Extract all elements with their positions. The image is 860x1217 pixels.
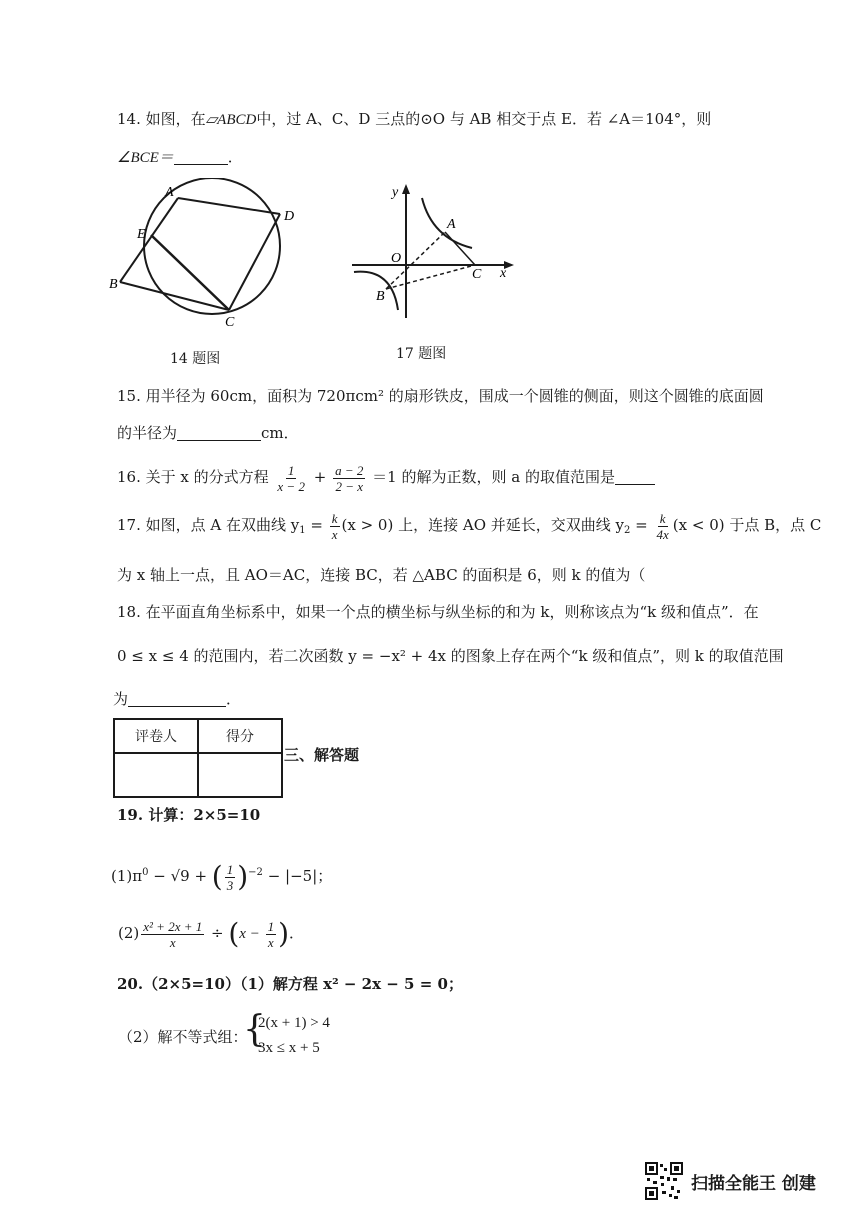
q14-angle-bce: ∠BCE＝	[117, 150, 174, 166]
section-title: 三、解答题	[284, 746, 360, 764]
q18-prefix: 为	[113, 690, 129, 708]
fig17-caption: 17 题图	[396, 346, 447, 362]
q14-answer-blank	[174, 150, 228, 165]
fig17-label-o: O	[391, 251, 402, 266]
q16-prefix: 16. 关于 x 的分式方程	[117, 468, 269, 486]
q17-suffix: (x < 0) 于点 B，点 C	[672, 516, 822, 534]
qr-code-icon	[645, 1162, 683, 1200]
q19-p1-rparen: )	[237, 860, 249, 893]
q16-f1-numerator: 1	[287, 462, 295, 478]
grader-col-reviewer: 评卷人	[114, 719, 198, 753]
q16-fraction-2	[333, 463, 365, 494]
q17-f2-numerator: k	[659, 510, 666, 526]
fig14-segment-dc	[229, 214, 280, 310]
q14-prefix: 14. 如图，在	[117, 110, 206, 128]
q17-f1-numerator: k	[331, 510, 338, 526]
q19-p2-inner-fraction	[266, 919, 277, 950]
q19-p2-label: (2)	[118, 924, 140, 942]
q19-p1-exp0: 0	[142, 867, 149, 878]
q19-p1-lparen: (	[211, 860, 223, 893]
fig14-label-a: A	[165, 185, 174, 200]
q17-eq-1: =	[305, 516, 328, 534]
grader-header-row	[114, 719, 282, 753]
q19-p2-div: ÷	[206, 924, 229, 942]
q19-p1-numerator: 1	[226, 861, 234, 877]
q19-part1	[111, 853, 332, 897]
q17-eq-2: =	[630, 516, 653, 534]
q14-end: ．	[227, 148, 243, 166]
q18-answer-blank	[128, 692, 226, 707]
q20-brace: {	[243, 1009, 266, 1050]
q19-p1-sqrt: − √9 +	[148, 867, 212, 885]
fig17-label-x: x	[500, 266, 507, 281]
q17-sub-1: 1	[299, 525, 306, 536]
grader-reviewer-cell	[114, 753, 198, 797]
fig14-label-b: B	[109, 277, 118, 292]
q17-fraction-2	[655, 511, 671, 542]
q15-text: 的半径为	[117, 424, 178, 442]
q19-p2-end: ．	[289, 924, 305, 942]
q17-sub-2: 2	[624, 525, 631, 536]
q20-inequality-2: 3x ≤ x + 5	[258, 1040, 320, 1056]
fig17-label-a: A	[447, 217, 456, 232]
q18-end: ．	[226, 690, 242, 708]
q20-title: 20.（2×5=10）（1）解方程 x² − 2x − 5 = 0；	[117, 975, 463, 993]
q17-line1	[117, 506, 821, 550]
grader-table	[113, 718, 283, 798]
q19-p1-fraction	[225, 862, 236, 893]
fig14-caption: 14 题图	[170, 351, 221, 367]
q19-p2-rparen: )	[278, 917, 289, 950]
fig14-label-c: C	[225, 315, 235, 328]
q17-fraction-1	[330, 511, 340, 542]
grader-col-score: 得分	[198, 719, 282, 753]
grader-score-cell	[198, 753, 282, 797]
q18-line2: 0 ≤ x ≤ 4 的范围内，若二次函数 y = −x² + 4x 的图象上存在两个“k 级和值点”，则 k 的取值范围	[117, 647, 784, 665]
fig17-label-y: y	[392, 185, 399, 200]
q15-answer-blank	[177, 426, 261, 441]
figure-17	[350, 180, 520, 325]
q19-p1-abs: − |−5|；	[262, 867, 333, 885]
q19-p2-lparen: (	[228, 917, 240, 950]
q19-title: 19. 计算：2×5=10	[117, 806, 261, 824]
figure-14	[105, 178, 295, 328]
q16-f2-denominator: 2 − x	[335, 478, 363, 494]
q16-suffix: ＝1 的解为正数，则 a 的取值范围是	[372, 468, 615, 486]
q15-unit: cm．	[261, 424, 299, 442]
q17-text: (x > 0) 上，连接 AO 并延长，交双曲线 y	[341, 516, 625, 534]
q18-line1: 18. 在平面直角坐标系中，如果一个点的横坐标与纵坐标的和为 k，则称该点为“k 级和值点”．在	[117, 603, 759, 621]
fig17-label-c: C	[472, 267, 482, 282]
q17-prefix: 17. 如图，点 A 在双曲线 y	[117, 516, 300, 534]
q16-answer-blank	[615, 470, 655, 485]
q17-f1-denominator: x	[331, 526, 338, 542]
q16-fraction-1	[275, 463, 307, 494]
q19-p2-numerator: x² + 2x + 1	[143, 918, 203, 934]
q17-f2-denominator: 4x	[656, 526, 669, 542]
fig14-label-d: D	[284, 209, 295, 224]
scanner-watermark	[645, 1162, 816, 1200]
q19-p1-pi: (1)π	[111, 867, 143, 885]
grader-body-row	[114, 753, 282, 797]
fig17-y-arrow	[402, 184, 410, 194]
q19-p2-inner-numerator: 1	[267, 918, 275, 934]
q19-p2-x: x −	[239, 926, 264, 942]
q19-p2-denominator: x	[169, 934, 176, 950]
q19-p1-exp: −2	[248, 867, 263, 878]
watermark-text: 扫描全能王 创建	[691, 1173, 816, 1194]
q19-p2-fraction	[141, 919, 204, 950]
q14-text: 中，过 A、C、D 三点的⊙O 与 AB 相交于点 E．若 ∠A＝104°，则	[256, 110, 712, 128]
q18-line3	[113, 688, 241, 710]
q19-p1-denominator: 3	[226, 877, 234, 893]
q16-line	[117, 458, 655, 496]
q16-f2-numerator: a − 2	[335, 462, 364, 478]
q15-line2	[117, 422, 299, 444]
q16-f1-denominator: x − 2	[277, 478, 305, 494]
q19-part2	[118, 913, 304, 954]
q20-part2-label: （2）解不等式组：	[118, 1028, 248, 1046]
q14-line2	[117, 146, 243, 169]
q16-plus: +	[313, 468, 327, 486]
q14-line1	[117, 108, 711, 131]
q19-p2-inner-denominator: x	[267, 934, 274, 950]
fig14-segment-ec	[151, 235, 229, 310]
q17-line2: 为 x 轴上一点，且 AO＝AC，连接 BC，若 △ABC 的面积是 6，则 k 的值为（	[117, 566, 646, 584]
fig14-label-e: E	[137, 227, 146, 242]
fig14-segment-ad	[178, 198, 280, 214]
fig17-label-b: B	[376, 289, 385, 304]
q15-line1: 15. 用半径为 60cm，面积为 720πcm² 的扇形铁皮，围成一个圆锥的侧面，则这个圆锥的底面圆	[117, 387, 764, 405]
q20-inequality-1: 2(x + 1) > 4	[258, 1015, 330, 1031]
q14-parallelogram: ▱ABCD	[205, 112, 257, 128]
